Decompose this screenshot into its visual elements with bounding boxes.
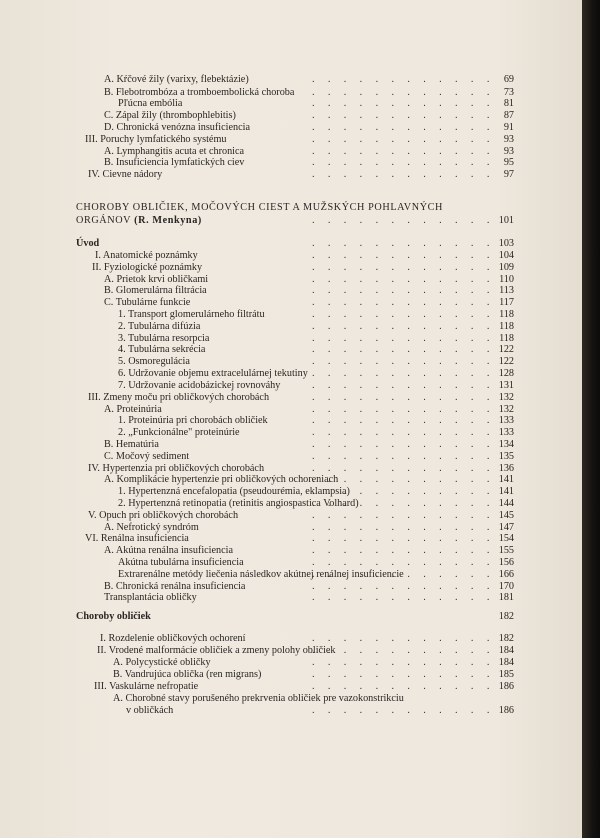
toc-entry: . . . C. Tubulárne funkcie 117 xyxy=(0,297,582,309)
toc-entry: . . . B. Insuficiencia lymfatických ciev 95 xyxy=(0,157,582,169)
toc-entry: . . . VI. Renálna insuficiencia 154 xyxy=(0,533,582,545)
toc-entry: . . . C. Zápal žily (thrombophlebitis) 87 xyxy=(0,110,582,122)
toc-entry: . . . I. Rozdelenie obličkových ochorení 182 xyxy=(0,633,582,645)
toc-entry: . . . III. Vaskulárne nefropatie 186 xyxy=(0,681,582,693)
toc-entry: . . . A. Nefrotický syndróm 147 xyxy=(0,522,582,534)
toc-entry: . . . 1. Transport glomerulárneho filtrátu 118 xyxy=(0,309,582,321)
toc-entry: . . . 6. Udržovanie objemu extracelulárnej tekutiny 128 xyxy=(0,368,582,380)
toc-entry: . . . B. Flebotrombóza a tromboembolická choroba 73 xyxy=(0,87,582,99)
toc-entry: . . . V. Opuch pri obličkových chorobách 145 xyxy=(0,510,582,522)
toc-entry: . . . B. Vandrujúca oblička (ren migrans) 185 xyxy=(0,669,582,681)
toc-entry: . . . III. Poruchy lymfatického systému 93 xyxy=(0,134,582,146)
toc-entry: . . . A. Kŕčové žily (varixy, flebektázie) 69 xyxy=(0,74,582,86)
toc-entry: . . . II. Fyziologické poznámky 109 xyxy=(0,262,582,274)
toc-entry: . . . 3. Tubulárna resorpcia 118 xyxy=(0,333,582,345)
chapter-title-line2: . . . ORGÁNOV (R. Menkyna) 101 xyxy=(0,215,582,227)
toc-entry: . . . 2. „Funkcionálne" proteinúrie 133 xyxy=(0,427,582,439)
toc-entry: . . . IV. Hypertenzia pri obličkových chorobách 136 xyxy=(0,463,582,475)
toc-entry: . . . A. Prietok krvi obličkami 110 xyxy=(0,274,582,286)
toc-entry: . . . v obličkách 186 xyxy=(0,705,582,717)
toc-entry: . . . IV. Cievne nádory 97 xyxy=(0,169,582,181)
toc-entry: . . . 1. Proteinúria pri chorobách obličiek 133 xyxy=(0,415,582,427)
toc-entry: . . . A. Lymphangitis acuta et chronica 93 xyxy=(0,146,582,158)
toc-entry: . . . A. Polycystické obličky 184 xyxy=(0,657,582,669)
toc-entry: . . . Akútna tubulárna insuficiencia 156 xyxy=(0,557,582,569)
toc-entry: . . . 5. Osmoregulácia 122 xyxy=(0,356,582,368)
toc-entry: . . . B. Hematúria 134 xyxy=(0,439,582,451)
toc-entry: . . . Úvod 103 xyxy=(0,238,582,250)
toc-entry: . . . Transplantácia obličky 181 xyxy=(0,592,582,604)
toc-entry: . . . III. Zmeny moču pri obličkových chorobách 132 xyxy=(0,392,582,404)
toc-entry: . . . 2. Hypertenzná retinopatia (retinitis angiospastica Volhard) 144 xyxy=(0,498,582,510)
toc-entry: . . . C. Močový sediment 135 xyxy=(0,451,582,463)
toc-entry: . . . 1. Hypertenzná encefalopatia (pseudourémia, eklampsia) 141 xyxy=(0,486,582,498)
toc-entry: . . . A. Akútna renálna insuficiencia 155 xyxy=(0,545,582,557)
toc-entry: . . . Extrarenálne metódy liečenia následkov akútnej renálnej insuficiencie 166 xyxy=(0,569,582,581)
toc-entry: . . . B. Chronická renálna insuficiencia 170 xyxy=(0,581,582,593)
toc-entry: . . . 7. Udržovanie acidobázickej rovnováhy 131 xyxy=(0,380,582,392)
toc-entry: . . . Pľúcna embólia 81 xyxy=(0,98,582,110)
toc-entry: . . . II. Vrodené malformácie obličiek a zmeny polohy obličiek 184 xyxy=(0,645,582,657)
toc-entry: A. Chorobné stavy porušeného prekrvenia obličiek pre vazokonstrikciu xyxy=(113,693,404,704)
toc-entry: . . . D. Chronická venózna insuficiencia 91 xyxy=(0,122,582,134)
toc-entry: . . . I. Anatomické poznámky 104 xyxy=(0,250,582,262)
toc-entry: . . . 2. Tubulárna difúzia 118 xyxy=(0,321,582,333)
toc-entry: . . . B. Glomerulárna filtrácia 113 xyxy=(0,285,582,297)
book-spine-shadow xyxy=(582,0,600,838)
section-heading: Choroby obličiek 182 xyxy=(76,611,514,622)
toc-entry: . . . A. Proteinúria 132 xyxy=(0,404,582,416)
chapter-author: (R. Menkyna) xyxy=(134,215,202,226)
toc-entry: . . . 4. Tubulárna sekrécia 122 xyxy=(0,344,582,356)
chapter-title: CHOROBY OBLIČIEK, MOČOVÝCH CIEST A MUŽSKÝCH POHLAVNÝCH xyxy=(76,202,444,213)
toc-entry: . . . A. Komplikácie hypertenzie pri obličkových ochoreniach 141 xyxy=(0,474,582,486)
